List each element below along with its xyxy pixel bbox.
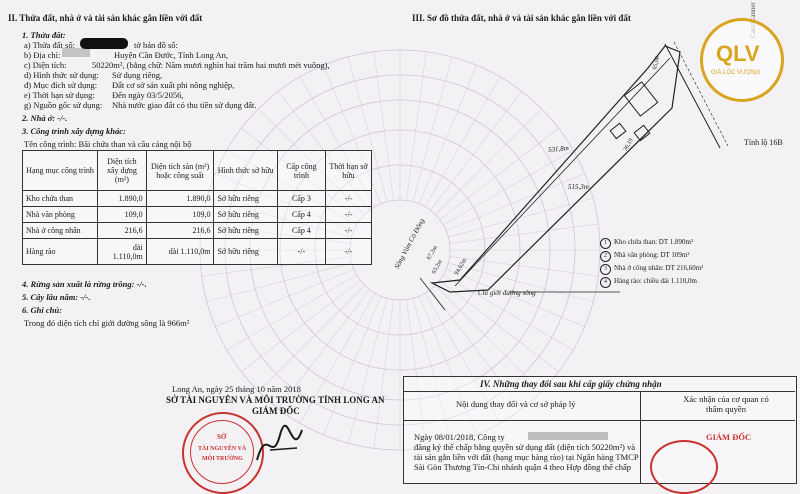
cell: 1.890,0 [98, 191, 147, 207]
th-term: Thời hạn sở hữu [325, 151, 371, 191]
table-row [23, 207, 372, 223]
pattern-ray [323, 296, 380, 435]
cell: Kho chứa than [23, 191, 98, 207]
cell: -/- [325, 207, 371, 223]
works-heading: 3. Công trình xây dựng khác: [22, 126, 126, 136]
cell: 1.890,0 [146, 191, 214, 207]
cell: Cấp 4 [277, 223, 325, 239]
divider [403, 420, 795, 421]
map-river-boundary: Chỉ giới đường sông [478, 289, 536, 297]
logo-subtext: GIÁ LỘC VƯỢNG [711, 70, 761, 76]
cell: Hàng rào [23, 239, 98, 265]
cell: -/- [325, 191, 371, 207]
works-name: Tên công trình: Bãi chứa than và cầu cảng nội bộ [24, 139, 192, 149]
confirm-stamp [650, 440, 718, 494]
map-river: Sông Vàm Cỏ Đông [392, 217, 427, 271]
cell: Sở hữu riêng [214, 223, 277, 239]
pattern-ray [241, 280, 360, 371]
map-dim-right-2: 65,00 [652, 55, 662, 71]
cell: Cấp 3 [277, 191, 325, 207]
notes-text: Trong đó diện tích chỉ giới đường sông là 966m² [24, 318, 190, 328]
works-table-header [23, 151, 372, 191]
pattern-ray [207, 263, 352, 302]
cell: dài 1.110,0m [98, 239, 147, 265]
map-dim-top: 531,8m [547, 144, 570, 154]
area-value: 50220m², (bằng chữ: Năm mươi nghìn hai trăm hai mươi mét vuông), [92, 60, 330, 70]
map-dim-small-3: 94,62m [453, 257, 469, 277]
cell: -/- [325, 223, 371, 239]
director-title: GIÁM ĐỐC [252, 406, 300, 416]
th-item: Hạng mục công trình [23, 151, 98, 191]
purpose-value: Đất cơ sở sản xuất phi nông nghiệp, [112, 80, 235, 90]
divider [640, 391, 641, 483]
date-line: Long An, ngày 25 tháng 10 năm 2018 [172, 384, 301, 394]
perennial-line: 5. Cây lâu năm: -/-. [22, 292, 91, 302]
address-value: Huyện Cần Đước, Tỉnh Long An, [114, 50, 229, 60]
redacted-address [62, 48, 90, 57]
signature-scribble [252, 420, 312, 470]
cell: 216,6 [98, 223, 147, 239]
purpose-label: đ) Mục đích sử dụng: [24, 80, 98, 90]
changes-line-4: Sài Gòn Thương Tín-Chi nhánh quận 4 theo Hợp đồng thế chấp [414, 462, 632, 472]
stamp-line-3: MÔI TRƯỜNG [202, 456, 243, 462]
changes-title: IV. Những thay đổi sau khi cấp giấy chứng nhận [480, 379, 662, 389]
cell: Sở hữu riêng [214, 239, 277, 265]
map-road-label: Tỉnh lộ 16B [744, 138, 783, 147]
th-floor-area: Diện tích sàn (m²) hoặc công suất [146, 151, 214, 191]
changes-col2-header: Xác nhận của cơ quan có thẩm quyền [683, 394, 769, 414]
th-ownership: Hình thức sở hữu [214, 151, 277, 191]
table-row [23, 191, 372, 207]
legend-item: 1 Kho chứa than: DT 1.890m² [600, 238, 693, 249]
table-row [23, 239, 372, 265]
form-label: d) Hình thức sử dụng: [24, 70, 99, 80]
form-value: Sử dụng riêng, [112, 70, 163, 80]
cell: Nhà văn phòng [23, 207, 98, 223]
legend-item: 2 Nhà văn phòng: DT 109m² [600, 251, 689, 262]
notes-heading: 6. Ghi chú: [22, 305, 62, 315]
redacted-company [528, 432, 608, 440]
origin-value: Nhà nước giao đất có thu tiền sử dụng đất. [112, 100, 257, 110]
section-ii-title: II. Thửa đất, nhà ở và tài sản khác gắn liền với đất [8, 13, 203, 23]
cell: 109,0 [146, 207, 214, 223]
legend-item: 3 Nhà ở công nhân: DT 216,60m² [600, 264, 703, 275]
table-row [23, 223, 372, 239]
changes-line-2: đăng ký thế chấp bằng quyền sử dụng đất (diện tích 50220m²) và [414, 442, 636, 452]
parcel-label: a) Thửa đất số: [24, 40, 75, 50]
logo-text: QLV [716, 41, 760, 66]
term-value: Đến ngày 03/5/2056, [112, 90, 184, 100]
qlv-logo [694, 12, 786, 102]
confirm-title: GIÁM ĐỐC [706, 432, 752, 442]
stamp-line-1: SỞ [217, 433, 227, 441]
th-grade: Cấp công trình [277, 151, 325, 191]
divider [403, 391, 795, 392]
cell: Sở hữu riêng [214, 191, 277, 207]
section-iii-title: III. Sơ đồ thửa đất, nhà ở và tài sản khác gắn liền với đất [412, 13, 631, 23]
cell: dài 1.110,0m [146, 239, 214, 265]
cell: -/- [325, 239, 371, 265]
sheet-label: tờ bản đồ số: [134, 40, 178, 50]
map-dim-small-2: 63,2m [431, 258, 444, 276]
cell: Sở hữu riêng [214, 207, 277, 223]
agency-name: SỞ TÀI NGUYÊN VÀ MÔI TRƯỜNG TỈNH LONG AN [166, 395, 385, 405]
map-dim-small-1: 67,2m [426, 244, 439, 262]
cell: Nhà ở công nhân [23, 223, 98, 239]
forest-line: 4. Rừng sản xuất là rừng trồng: -/-. [22, 279, 147, 289]
cell: -/- [277, 239, 325, 265]
cell: Cấp 4 [277, 207, 325, 223]
changes-line-3: tài sản gắn liền với đất (hạng mục hàng rào) tại Ngân hàng TMCP [414, 452, 639, 462]
stamp-line-2: TÀI NGUYÊN VÀ [198, 446, 247, 452]
changes-line-1: Ngày 08/01/2018, Công ty [414, 432, 505, 442]
area-label: c) Diện tích: [24, 60, 67, 70]
map-dim-bottom: 515,3m [568, 183, 589, 191]
cell: 109,0 [98, 207, 147, 223]
house-line: 2. Nhà ở: -/-. [22, 113, 68, 123]
legend-item: 4 Hàng rào: chiều dài 1.110,0m [600, 277, 697, 288]
works-table [22, 150, 372, 265]
pattern-ray [215, 269, 354, 326]
changes-col1-header: Nội dung thay đổi và cơ sở pháp lý [456, 399, 576, 409]
address-label: b) Địa chỉ: [24, 50, 61, 60]
cell: 216,6 [146, 223, 214, 239]
origin-label: g) Nguồn gốc sử dụng: [24, 100, 103, 110]
th-build-area: Diện tích xây dựng (m²) [98, 151, 147, 191]
term-label: e) Thời hạn sử dụng: [24, 90, 95, 100]
land-heading: 1. Thửa đất: [22, 30, 66, 40]
map-dim-right-1: 36,19 [622, 137, 635, 153]
